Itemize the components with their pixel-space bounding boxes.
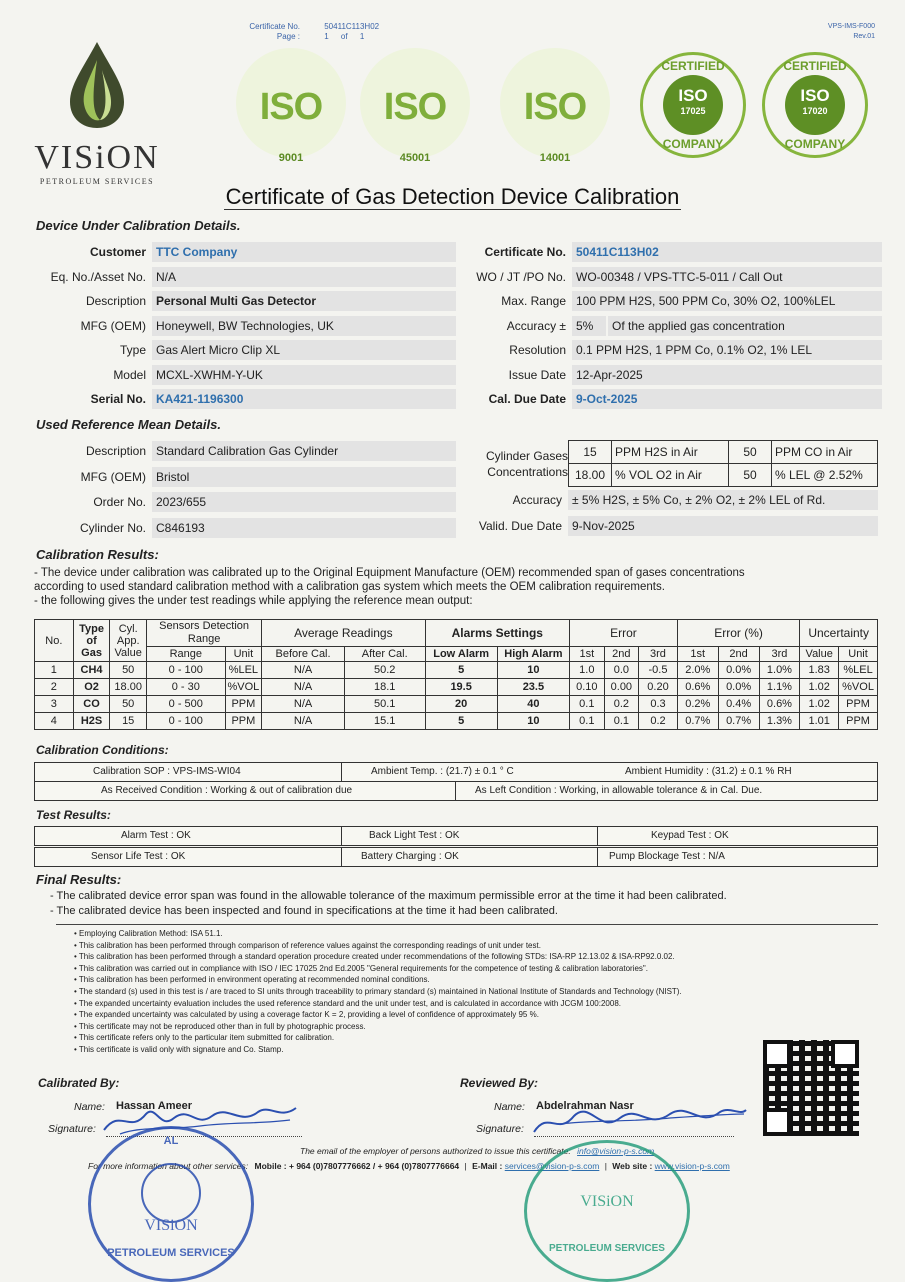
field-value: MCXL-XWHM-Y-UK [152, 365, 456, 385]
company-stamp-green [524, 1140, 690, 1282]
field-value: KA421-1196300 [152, 389, 456, 409]
conditions-row-2 [34, 781, 878, 801]
table-cell: PPM [225, 696, 262, 713]
field-label: Order No. [93, 495, 146, 509]
table-row [35, 662, 878, 679]
received-condition: As Received Condition : Working & out of calibration due [101, 785, 353, 796]
table-cell: 0.1 [604, 713, 639, 730]
table-cell: 0.10 [570, 679, 605, 696]
pump-test: Pump Blockage Test : N/A [609, 851, 725, 862]
certificate-reference [238, 22, 379, 42]
contact-info: For more information about other services: Mobile : + 964 (0)7807776662 / + 964 (0)7807776664 | E-Mail : services@vision-p-s.com | Web site : www.vision-p-s.com [88, 1161, 730, 1171]
form-code: VPS-IMS-F000 [827, 23, 875, 30]
col-high: High Alarm [497, 647, 569, 662]
cylinder-label-line1: Cylinder Gases [485, 449, 568, 463]
ambient-temp: Ambient Temp. : (21.7) ± 0.1 ° C [371, 766, 514, 777]
device-row [4, 291, 424, 311]
table-cell: 3 [35, 696, 74, 713]
table-cell: 1.0% [759, 662, 800, 679]
device-row [4, 389, 424, 409]
col-error: Error [570, 620, 678, 647]
cylinder-table [568, 440, 878, 487]
field-value: WO-00348 / VPS-TTC-5-011 / Call Out [572, 267, 882, 287]
iso-mark: ISO [523, 86, 587, 128]
badge-bottom-text: COMPANY [784, 137, 846, 151]
device-row [424, 316, 844, 336]
mobile-numbers: Mobile : + 964 (0)7807776662 / + 964 (0)7807776664 [254, 1161, 460, 1171]
table-cell: 1.02 [800, 679, 839, 696]
field-label: Customer [89, 245, 146, 259]
table-cell: %LEL [839, 662, 878, 679]
qr-eye [831, 1040, 859, 1068]
field-value: 9-Oct-2025 [572, 389, 882, 409]
table-cell: 0.20 [639, 679, 678, 696]
qr-eye [763, 1108, 791, 1136]
field-value: 9-Nov-2025 [568, 516, 878, 536]
company-stamp-blue [88, 1126, 254, 1282]
field-value: 50411C113H02 [572, 242, 882, 262]
cyl-cell: 18.00 [569, 464, 612, 487]
cyl-cell: 15 [569, 441, 612, 464]
badge-mark: ISO [678, 86, 708, 105]
iso-45001-badge [360, 48, 480, 168]
calibration-results-table [34, 619, 878, 730]
field-value-note: Of the applied gas concentration [608, 316, 882, 336]
info-text: For more information about other services: [88, 1161, 249, 1171]
stamp-drop-icon [141, 1163, 201, 1223]
table-cell: 18.1 [344, 679, 425, 696]
field-value: 12-Apr-2025 [572, 365, 882, 385]
table-cell: 0.0% [718, 662, 759, 679]
cyl-cell: 50 [729, 441, 772, 464]
col-type-l1: Type [79, 622, 104, 635]
table-cell: 0 - 30 [147, 679, 226, 696]
note-item: • This certificate refers only to the particular item submitted for calibration. [74, 1033, 335, 1043]
tests-row-2 [34, 847, 878, 867]
col-p2: 2nd [718, 647, 759, 662]
page-number: 1 [324, 32, 329, 41]
device-heading: Device Under Calibration Details. [36, 218, 241, 233]
col-unit: Unit [225, 647, 262, 662]
field-value: 5% [572, 316, 606, 336]
table-cell: 0.6% [759, 696, 800, 713]
col-range: Range [147, 647, 226, 662]
note-item: • This calibration has been performed in environment operating at recommended nominal conditions. [74, 975, 430, 985]
rev-signature-icon [530, 1100, 750, 1140]
field-value: 2023/655 [152, 492, 456, 512]
col-p1: 1st [677, 647, 718, 662]
table-cell: 0 - 500 [147, 696, 226, 713]
note-item: • The expanded uncertainty evaluation includes the used reference standard and the unit under test, and is calculated in accordance with JCGM 100:2008. [74, 998, 621, 1008]
col-uunit: Unit [839, 647, 878, 662]
qr-code [763, 1040, 859, 1136]
table-cell: 0.4% [718, 696, 759, 713]
cal-name: Hassan Ameer [116, 1100, 193, 1112]
col-e1: 1st [570, 647, 605, 662]
table-cell: 0.0 [604, 662, 639, 679]
certified-17020-badge [762, 52, 868, 158]
reference-heading: Used Reference Mean Details. [36, 417, 221, 432]
table-cell: 50.2 [344, 662, 425, 679]
field-label: Serial No. [90, 392, 146, 406]
cyl-cell: 50 [729, 464, 772, 487]
page-label: Page : [276, 32, 300, 41]
field-value: 100 PPM H2S, 500 PPM Co, 30% O2, 100%LEL [572, 291, 882, 311]
cert-number: 50411C113H02 [324, 22, 380, 31]
device-row [424, 242, 844, 262]
field-value: Personal Multi Gas Detector [152, 291, 456, 311]
table-cell: 0.2 [639, 713, 678, 730]
table-cell: 5 [425, 713, 497, 730]
col-before: Before Cal. [262, 647, 345, 662]
badge-mark: ISO [800, 86, 830, 105]
rev-name-label: Name: [494, 1101, 525, 1113]
table-cell: %LEL [225, 662, 262, 679]
table-cell: 50 [110, 662, 147, 679]
stamp-top-text: AL [163, 1135, 179, 1147]
rev-signature-label: Signature: [476, 1123, 524, 1135]
email2-link[interactable]: services@vision-p-s.com [504, 1161, 600, 1171]
email2-label: E-Mail : [472, 1161, 503, 1171]
page-total: 1 [359, 32, 365, 41]
table-cell: H2S [73, 713, 110, 730]
table-cell: 20 [425, 696, 497, 713]
table-cell: CH4 [73, 662, 110, 679]
table-cell: 15.1 [344, 713, 425, 730]
left-condition: As Left Condition : Working, in allowable tolerance & in Cal. Due. [475, 785, 763, 796]
table-cell: 1 [35, 662, 74, 679]
table-cell: 0.1 [570, 713, 605, 730]
field-label: Eq. No./Asset No. [50, 269, 146, 284]
backlight-test: Back Light Test : OK [369, 830, 460, 841]
table-cell: %VOL [839, 679, 878, 696]
note-item: • This calibration has been performed through comparison of reference values against the corresponding readings of unit under test. [74, 940, 541, 950]
table-cell: -0.5 [639, 662, 678, 679]
page-title [0, 184, 905, 210]
device-row [424, 291, 844, 311]
form-revision: Rev.01 [853, 33, 875, 40]
field-value: N/A [152, 267, 456, 287]
table-cell: %VOL [225, 679, 262, 696]
table-cell: 19.5 [425, 679, 497, 696]
cylinder-label [480, 448, 568, 480]
col-uval: Value [800, 647, 839, 662]
col-alarms: Alarms Settings [425, 620, 570, 647]
device-row [4, 340, 424, 360]
tests-row-1 [34, 826, 878, 846]
field-value: Bristol [152, 467, 456, 487]
badge-top-text: CERTIFIED [661, 59, 725, 73]
table-cell: 23.5 [497, 679, 569, 696]
brand-name: VISiON [34, 139, 160, 176]
table-cell: 1.0 [570, 662, 605, 679]
table-cell: PPM [839, 696, 878, 713]
results-paragraph: - the following gives the under test readings while applying the reference mean output: [34, 595, 473, 607]
keypad-test: Keypad Test : OK [651, 830, 729, 841]
reviewed-by-heading: Reviewed By: [460, 1076, 539, 1090]
table-cell: 15 [110, 713, 147, 730]
final-line: - The calibrated device has been inspected and found in specifications at the time it had been calibrated. [50, 905, 558, 917]
table-row [35, 679, 878, 696]
device-row [4, 267, 424, 287]
col-cyl-l2: App. [116, 634, 140, 647]
table-cell: 0.00 [604, 679, 639, 696]
col-cyl [110, 620, 147, 662]
cylinder-label-line2: Concentrations [487, 465, 568, 479]
battery-test: Battery Charging : OK [361, 851, 459, 862]
col-e2: 2nd [604, 647, 639, 662]
iso-9001-badge [236, 48, 356, 168]
alarm-test: Alarm Test : OK [121, 830, 191, 841]
col-no: No. [35, 620, 74, 662]
table-cell: 5 [425, 662, 497, 679]
stamp-bottom-text: PETROLEUM SERVICES [107, 1247, 235, 1259]
table-cell: 10 [497, 713, 569, 730]
badge-number: 17025 [680, 106, 706, 116]
table-cell: 10 [497, 662, 569, 679]
field-label: Accuracy [512, 493, 562, 507]
device-row [4, 242, 424, 262]
device-row [424, 389, 844, 409]
certified-17025-badge [640, 52, 746, 158]
stamp-bottom-text: PETROLEUM SERVICES [549, 1243, 665, 1254]
col-e3: 3rd [639, 647, 678, 662]
field-label: Resolution [509, 343, 566, 357]
col-error-pct: Error (%) [677, 620, 799, 647]
col-after: After Cal. [344, 647, 425, 662]
table-cell: 18.00 [110, 679, 147, 696]
field-label: MFG (OEM) [80, 318, 146, 333]
col-low: Low Alarm [425, 647, 497, 662]
table-cell: PPM [225, 713, 262, 730]
field-label: Description [85, 294, 146, 308]
cyl-cell: % VOL O2 in Air [612, 464, 729, 487]
device-row [424, 365, 844, 385]
col-uncertainty: Uncertainty [800, 620, 878, 647]
table-cell: 1.83 [800, 662, 839, 679]
notes-list [74, 928, 854, 1056]
iso-number: 45001 [399, 152, 431, 164]
badge-top-text: CERTIFIED [783, 59, 847, 73]
field-value: 0.1 PPM H2S, 1 PPM Co, 0.1% O2, 1% LEL [572, 340, 882, 360]
table-cell: 1.01 [800, 713, 839, 730]
field-value: C846193 [152, 518, 456, 538]
note-item: • The expanded uncertainty was calculated by using a coverage factor K = 2, providing a level of confidence of approximately 95 %. [74, 1010, 539, 1020]
table-cell: 0.7% [718, 713, 759, 730]
sop-text: Calibration SOP : VPS-IMS-WI04 [93, 766, 241, 777]
note-item: • This calibration has been performed through a standard operation procedure created under recommendations of the following STDs: ISA-RP 12.13.02 & ISA-RP92.0.02. [74, 952, 675, 962]
field-label: Max. Range [501, 294, 566, 308]
company-logo [22, 40, 172, 186]
iso-mark: ISO [259, 86, 323, 128]
cyl-cell: % LEL @ 2.52% [772, 464, 878, 487]
results-description [34, 566, 874, 608]
stamp-brand: VISiON [580, 1193, 634, 1210]
field-label: Type [119, 343, 146, 357]
field-label: WO / JT /PO No. [476, 269, 566, 284]
web-label: Web site : [612, 1161, 653, 1171]
qr-eye [763, 1040, 791, 1068]
col-cyl-l3: Value [114, 646, 142, 659]
table-cell: 50 [110, 696, 147, 713]
badge-bottom-text: COMPANY [662, 137, 724, 151]
email-note-text: The email of the employer of persons authorized to issue this certificate: [300, 1146, 571, 1156]
ambient-humidity: Ambient Humidity : (31.2) ± 0.1 % RH [625, 766, 792, 777]
sensor-life-test: Sensor Life Test : OK [91, 851, 186, 862]
field-label: Cal. Due Date [488, 392, 566, 406]
badge-number: 17020 [802, 106, 828, 116]
table-cell: N/A [262, 662, 345, 679]
brand-subtitle: PETROLEUM SERVICES [39, 177, 155, 186]
table-cell: N/A [262, 696, 345, 713]
field-label: Issue Date [508, 367, 566, 382]
note-item: • This calibration was carried out in compliance with ISO / IEC 17025 2nd Ed.2005 "General requirements for the competence of testing & calibration laboratories". [74, 963, 648, 973]
table-cell: 2.0% [677, 662, 718, 679]
note-item: • This certificate is valid only with signature and Co. Stamp. [74, 1044, 284, 1054]
field-value: TTC Company [152, 242, 456, 262]
field-label: MFG (OEM) [80, 469, 146, 484]
table-cell: 0 - 100 [147, 713, 226, 730]
field-label: Model [113, 367, 146, 382]
conditions-heading: Calibration Conditions: [36, 743, 169, 757]
table-cell: 4 [35, 713, 74, 730]
page-of: of [340, 32, 348, 41]
stamp-brand: VISiON [144, 1217, 198, 1234]
form-reference [828, 22, 875, 42]
field-label: Cylinder No. [79, 520, 146, 535]
divider [56, 924, 878, 925]
cal-name-label: Name: [74, 1101, 105, 1113]
table-cell: 0.2% [677, 696, 718, 713]
table-cell: 1.3% [759, 713, 800, 730]
table-cell: CO [73, 696, 110, 713]
table-cell: 1.02 [800, 696, 839, 713]
col-p3: 3rd [759, 647, 800, 662]
iso-number: 14001 [539, 152, 571, 164]
col-type-l2: of [86, 634, 97, 647]
table-cell: PPM [839, 713, 878, 730]
table-cell: 0.1 [570, 696, 605, 713]
drop-logo-icon [62, 40, 132, 130]
iso-14001-badge [500, 48, 620, 168]
table-row [35, 713, 878, 730]
table-cell: 50.1 [344, 696, 425, 713]
device-row [424, 267, 844, 287]
table-row [35, 696, 878, 713]
device-row [4, 316, 424, 336]
conditions-row-1 [34, 762, 878, 782]
final-results [50, 889, 880, 919]
final-heading: Final Results: [36, 872, 122, 887]
reference-row [4, 441, 424, 461]
field-label: Certificate No. [484, 245, 566, 259]
rev-name: Abdelrahman Nasr [536, 1100, 634, 1112]
field-value: Standard Calibration Gas Cylinder [152, 441, 456, 461]
table-cell: N/A [262, 713, 345, 730]
cal-signature-label: Signature: [48, 1123, 96, 1135]
device-row [424, 340, 844, 360]
cyl-cell: PPM H2S in Air [612, 441, 729, 464]
reference-accuracy-row [420, 490, 878, 510]
results-paragraph: according to used standard calibration method with a calibration gas system which meets the OEM calibration requirements. [34, 581, 665, 593]
field-label: Valid. Due Date [478, 519, 562, 533]
col-average: Average Readings [262, 620, 425, 647]
reference-row [4, 492, 424, 512]
title-text: Certificate of Gas Detection Device Calibration [225, 184, 680, 209]
results-paragraph: - The device under calibration was calibrated up to the Original Equipment Manufacture (OEM) recommended span of gases concentrations [34, 567, 745, 579]
final-line: - The calibrated device error span was found in the allowable tolerance of the maximum permissible error at the time it had been calibrated. [50, 890, 727, 902]
table-cell: 0.7% [677, 713, 718, 730]
field-value: Gas Alert Micro Clip XL [152, 340, 456, 360]
results-heading: Calibration Results: [36, 547, 159, 562]
table-cell: N/A [262, 679, 345, 696]
reference-row [4, 467, 424, 487]
tests-heading: Test Results: [36, 808, 111, 822]
table-cell: O2 [73, 679, 110, 696]
iso-mark: ISO [383, 86, 447, 128]
device-row [4, 365, 424, 385]
table-cell: 0.6% [677, 679, 718, 696]
cert-label: Certificate No. [249, 22, 300, 31]
table-cell: 2 [35, 679, 74, 696]
reference-row [4, 518, 424, 538]
note-item: • The standard (s) used in this test is / are traced to SI units through traceability to primary standard (s) maintained in National Institute of Standards and Technology (NIST). [74, 986, 682, 996]
calibrated-by-heading: Calibrated By: [38, 1076, 120, 1090]
col-type-l3: Gas [81, 646, 102, 659]
table-cell: 0 - 100 [147, 662, 226, 679]
web-link[interactable]: www.vision-p-s.com [654, 1161, 730, 1171]
table-cell: 1.1% [759, 679, 800, 696]
cyl-cell: PPM CO in Air [772, 441, 878, 464]
email-link[interactable]: info@vision-p-s.com [577, 1146, 655, 1156]
field-value: ± 5% H2S, ± 5% Co, ± 2% O2, ± 2% LEL of Rd. [568, 490, 878, 510]
field-value: Honeywell, BW Technologies, UK [152, 316, 456, 336]
iso-number: 9001 [278, 152, 304, 164]
table-cell: 0.2 [604, 696, 639, 713]
col-type [73, 620, 110, 662]
table-cell: 0.3 [639, 696, 678, 713]
col-sensors: Sensors Detection Range [147, 620, 262, 647]
field-label: Description [85, 444, 146, 458]
note-item: • Employing Calibration Method: ISA 51.1. [74, 929, 223, 938]
note-item: • This certificate may not be reproduced other than in full by photographic process. [74, 1021, 366, 1031]
table-cell: 40 [497, 696, 569, 713]
field-label: Accuracy ± [506, 318, 566, 333]
col-cyl-l1: Cyl. [118, 622, 138, 635]
reference-valid-row [420, 516, 878, 536]
table-cell: 0.0% [718, 679, 759, 696]
